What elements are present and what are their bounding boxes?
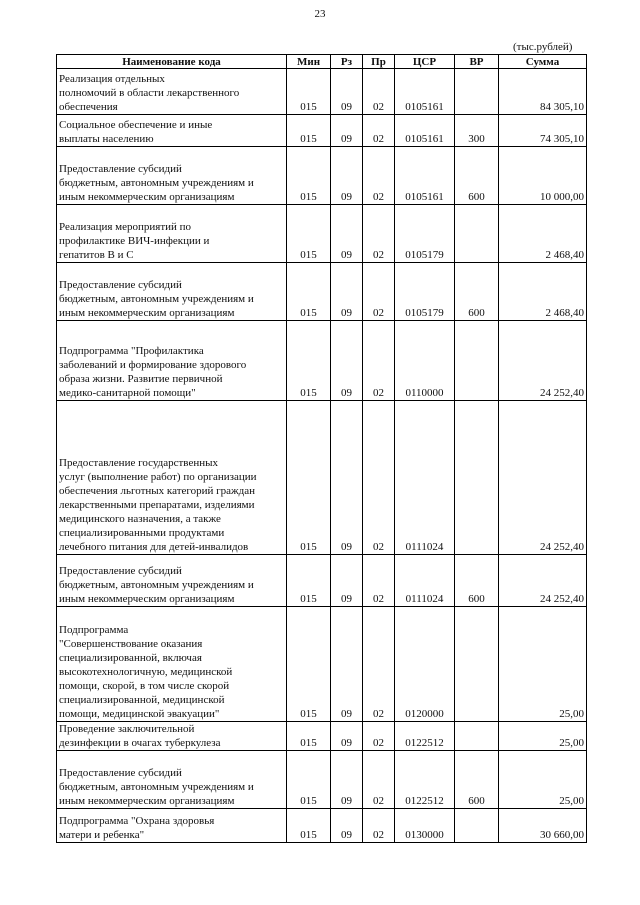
cell-name: Проведение заключительной дезинфекции в очагах туберкулеза — [57, 722, 287, 751]
cell-pr: 02 — [363, 69, 395, 115]
cell-min: 015 — [287, 69, 331, 115]
units-label: (тыс.рублей) — [513, 41, 573, 53]
cell-min: 015 — [287, 321, 331, 401]
cell-vr: 600 — [455, 263, 499, 321]
table-row — [57, 205, 587, 263]
table-row — [57, 607, 587, 722]
cell-vr: 600 — [455, 555, 499, 607]
cell-pr: 02 — [363, 401, 395, 555]
table-row — [57, 263, 587, 321]
cell-sum: 74 305,10 — [499, 115, 587, 147]
cell-sum: 30 660,00 — [499, 809, 587, 843]
cell-pr: 02 — [363, 321, 395, 401]
header-csr: ЦСР — [395, 55, 455, 69]
cell-name: Предоставление субсидий бюджетным, автономным учреждениям и иным некоммерческим организациям — [57, 263, 287, 321]
cell-pr: 02 — [363, 722, 395, 751]
table-row — [57, 69, 587, 115]
cell-vr — [455, 321, 499, 401]
cell-csr: 0105161 — [395, 115, 455, 147]
cell-csr: 0130000 — [395, 809, 455, 843]
cell-min: 015 — [287, 115, 331, 147]
table-body — [57, 69, 587, 843]
table-row — [57, 115, 587, 147]
cell-csr: 0122512 — [395, 722, 455, 751]
cell-csr: 0110000 — [395, 321, 455, 401]
page-number: 23 — [314, 8, 326, 20]
cell-rz: 09 — [331, 401, 363, 555]
cell-sum: 25,00 — [499, 751, 587, 809]
budget-table — [56, 54, 587, 843]
header-row — [57, 55, 587, 69]
cell-vr — [455, 722, 499, 751]
cell-sum: 24 252,40 — [499, 401, 587, 555]
cell-min: 015 — [287, 607, 331, 722]
table-row — [57, 751, 587, 809]
cell-vr — [455, 205, 499, 263]
cell-sum: 24 252,40 — [499, 321, 587, 401]
cell-sum: 10 000,00 — [499, 147, 587, 205]
cell-pr: 02 — [363, 809, 395, 843]
cell-min: 015 — [287, 205, 331, 263]
table-row — [57, 809, 587, 843]
cell-rz: 09 — [331, 751, 363, 809]
cell-csr: 0111024 — [395, 401, 455, 555]
cell-pr: 02 — [363, 147, 395, 205]
cell-name: Предоставление государственных услуг (выполнение работ) по организации обеспечения льготных категорий граждан лекарственными препаратами, изделиями медицинского назначения, а также специализированными продуктами лечебного питания для детей-инвалидов — [57, 401, 287, 555]
cell-rz: 09 — [331, 115, 363, 147]
cell-vr: 300 — [455, 115, 499, 147]
cell-min: 015 — [287, 263, 331, 321]
cell-sum: 25,00 — [499, 607, 587, 722]
cell-pr: 02 — [363, 607, 395, 722]
cell-name: Подпрограмма "Совершенствование оказания специализированной, включая высокотехнологичную, медицинской помощи, скорой, в том числе скорой специализированной, медицинской помощи, медицинской эвакуации" — [57, 607, 287, 722]
cell-pr: 02 — [363, 115, 395, 147]
cell-vr: 600 — [455, 751, 499, 809]
cell-pr: 02 — [363, 205, 395, 263]
table-row — [57, 401, 587, 555]
cell-min: 015 — [287, 555, 331, 607]
cell-pr: 02 — [363, 263, 395, 321]
cell-vr — [455, 69, 499, 115]
cell-name: Предоставление субсидий бюджетным, автономным учреждениям и иным некоммерческим организациям — [57, 147, 287, 205]
header-rz: Рз — [331, 55, 363, 69]
cell-vr — [455, 809, 499, 843]
cell-rz: 09 — [331, 321, 363, 401]
cell-sum: 2 468,40 — [499, 205, 587, 263]
cell-csr: 0105179 — [395, 205, 455, 263]
cell-rz: 09 — [331, 263, 363, 321]
cell-csr: 0111024 — [395, 555, 455, 607]
table-row — [57, 722, 587, 751]
cell-pr: 02 — [363, 751, 395, 809]
header-name: Наименование кода — [57, 55, 287, 69]
cell-min: 015 — [287, 751, 331, 809]
header-pr: Пр — [363, 55, 395, 69]
cell-sum: 24 252,40 — [499, 555, 587, 607]
cell-csr: 0122512 — [395, 751, 455, 809]
cell-csr: 0105161 — [395, 69, 455, 115]
cell-sum: 25,00 — [499, 722, 587, 751]
header-min: Мин — [287, 55, 331, 69]
cell-csr: 0120000 — [395, 607, 455, 722]
cell-name: Реализация отдельных полномочий в области лекарственного обеспечения — [57, 69, 287, 115]
cell-rz: 09 — [331, 555, 363, 607]
header-sum: Сумма — [499, 55, 587, 69]
header-vr: ВР — [455, 55, 499, 69]
table-row — [57, 147, 587, 205]
cell-rz: 09 — [331, 147, 363, 205]
cell-name: Предоставление субсидий бюджетным, автономным учреждениям и иным некоммерческим организациям — [57, 555, 287, 607]
cell-name: Предоставление субсидий бюджетным, автономным учреждениям и иным некоммерческим организациям — [57, 751, 287, 809]
cell-name: Подпрограмма "Профилактика заболеваний и формирование здорового образа жизни. Развитие первичной медико-санитарной помощи" — [57, 321, 287, 401]
cell-name: Реализация мероприятий по профилактике ВИЧ-инфекции и гепатитов В и С — [57, 205, 287, 263]
cell-pr: 02 — [363, 555, 395, 607]
cell-min: 015 — [287, 809, 331, 843]
cell-sum: 2 468,40 — [499, 263, 587, 321]
cell-vr: 600 — [455, 147, 499, 205]
cell-vr — [455, 401, 499, 555]
cell-rz: 09 — [331, 809, 363, 843]
cell-min: 015 — [287, 147, 331, 205]
table-row — [57, 555, 587, 607]
cell-name: Социальное обеспечение и иные выплаты населению — [57, 115, 287, 147]
cell-name: Подпрограмма "Охрана здоровья матери и ребенка" — [57, 809, 287, 843]
cell-min: 015 — [287, 722, 331, 751]
cell-sum: 84 305,10 — [499, 69, 587, 115]
cell-rz: 09 — [331, 205, 363, 263]
cell-csr: 0105179 — [395, 263, 455, 321]
cell-min: 015 — [287, 401, 331, 555]
cell-rz: 09 — [331, 607, 363, 722]
cell-vr — [455, 607, 499, 722]
cell-csr: 0105161 — [395, 147, 455, 205]
table-row — [57, 321, 587, 401]
cell-rz: 09 — [331, 69, 363, 115]
cell-rz: 09 — [331, 722, 363, 751]
